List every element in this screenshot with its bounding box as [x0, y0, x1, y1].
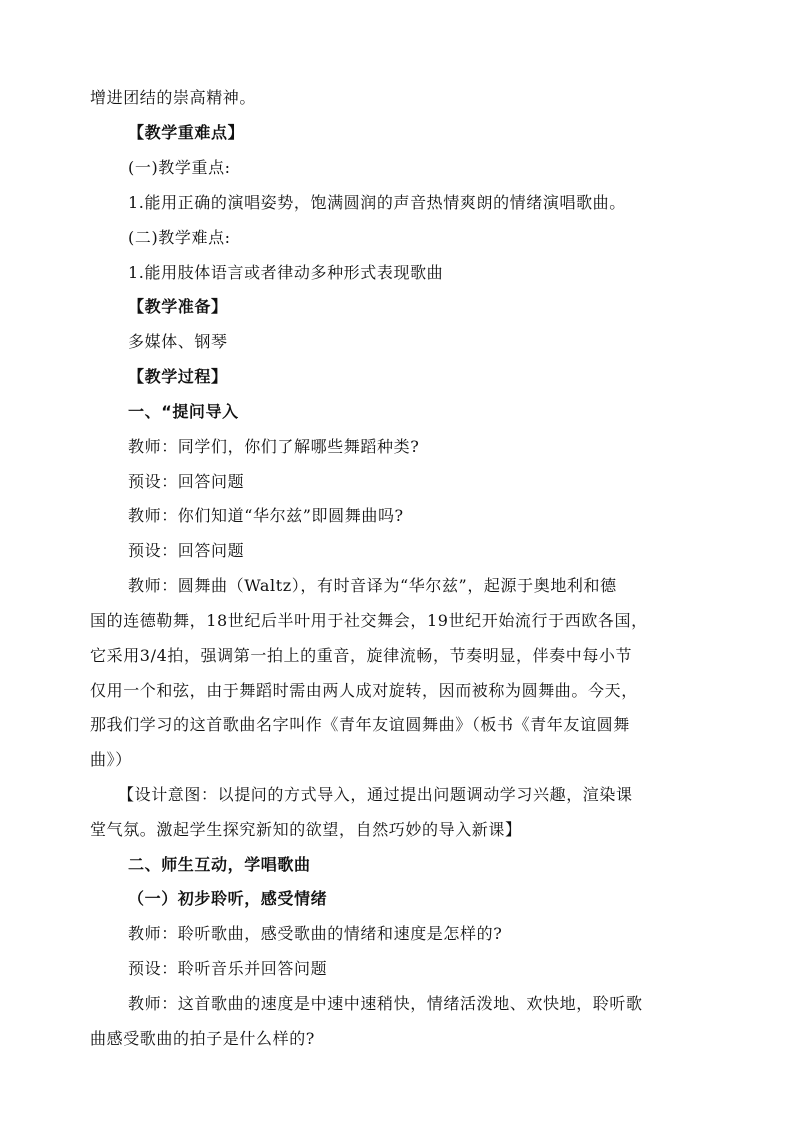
text-line: 堂气氛。激起学生探究新知的欲望，自然巧妙的导入新课】: [90, 820, 522, 839]
section-heading: 【教学重难点】: [128, 123, 245, 142]
text-line: 多媒体、钢琴: [128, 332, 228, 351]
text-line: 教师：圆舞曲（Waltz），有时音译为“华尔兹”，起源于奥地利和德: [128, 576, 617, 595]
text-line: 教师：聆听歌曲，感受歌曲的情绪和速度是怎样的?: [128, 924, 503, 943]
text-line: 预设：回答问题: [128, 541, 245, 560]
text-line: 教师：这首歌曲的速度是中速中速稍快，情绪活泼地、欢快地，聆听歌: [128, 994, 643, 1013]
text-line: 预设：聆听音乐并回答问题: [128, 959, 328, 978]
section-heading: 二、师生互动，学唱歌曲: [128, 855, 311, 874]
text-line: 1.能用肢体语言或者律动多种形式表现歌曲: [128, 263, 444, 282]
text-line: 那我们学习的这首歌曲名字叫作《青年友谊圆舞曲》（板书《青年友谊圆舞: [90, 715, 630, 734]
section-heading: 【教学准备】: [128, 297, 228, 316]
section-heading: 一、“提问导入: [128, 402, 239, 421]
text-line: 仅用一个和弦，由于舞蹈时需由两人成对旋转，因而被称为圆舞曲。今天，: [90, 681, 638, 700]
subheading: (一)教学重点:: [128, 158, 231, 177]
text-line: 【设计意图：以提问的方式导入，通过提出问题调动学习兴趣，渲染课: [118, 785, 633, 804]
text-line: 曲感受歌曲的拍子是什么样的?: [90, 1029, 315, 1048]
text-line: 教师：同学们，你们了解哪些舞蹈种类?: [128, 437, 420, 456]
subheading: (二)教学难点:: [128, 228, 231, 247]
section-heading: （一）初步聆听，感受情绪: [128, 889, 328, 908]
text-line: 增进团结的崇高精神。: [90, 88, 257, 107]
text-line: 预设：回答问题: [128, 472, 245, 491]
text-line: 1.能用正确的演唱姿势，饱满圆润的声音热情爽朗的情绪演唱歌曲。: [128, 193, 626, 212]
text-line: 曲》）: [90, 750, 132, 769]
text-line: 它采用3/4拍，强调第一拍上的重音，旋律流畅，节奏明显，伴奏中每小节: [90, 646, 633, 665]
text-line: 国的连德勒舞，18世纪后半叶用于社交舞会，19世纪开始流行于西欧各国，: [90, 611, 648, 630]
section-heading: 【教学过程】: [128, 367, 228, 386]
text-line: 教师：你们知道“华尔兹”即圆舞曲吗?: [128, 506, 404, 525]
